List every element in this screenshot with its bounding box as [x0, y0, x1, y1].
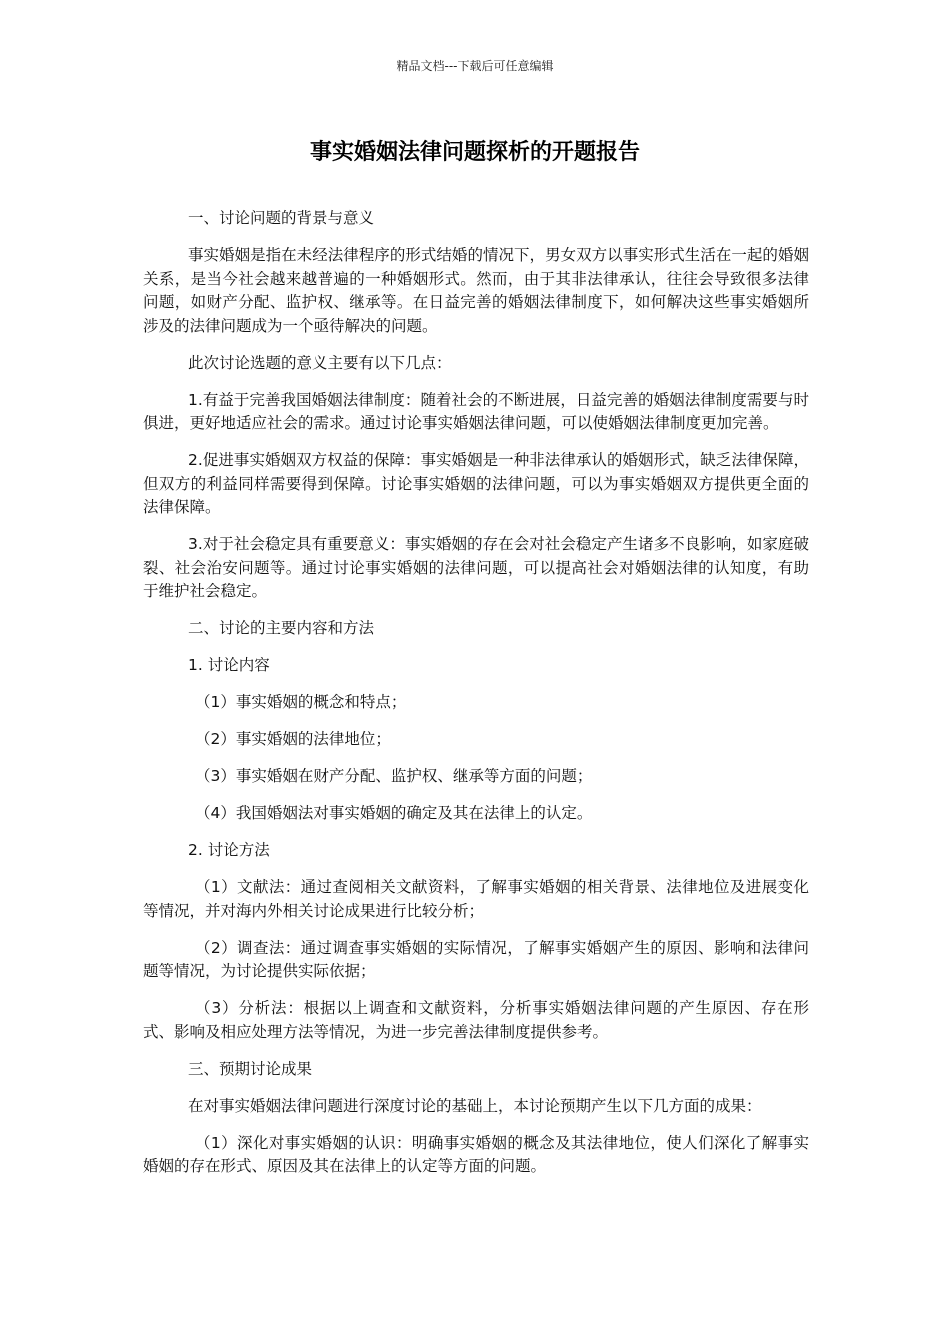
paragraph-significance-2: 2.促进事实婚姻双方权益的保障：事实婚姻是一种非法律承认的婚姻形式，缺乏法律保障，但双方的利益同样需要得到保障。讨论事实婚姻的法律问题，可以为事实婚姻双方提供更全面的法律保障。 [143, 451, 809, 516]
subheading-methods: 2. 讨论方法 [188, 841, 270, 859]
list-item-content-1: （1）事实婚姻的概念和特点； [195, 693, 407, 711]
paragraph-significance-intro: 此次讨论选题的意义主要有以下几点： [188, 353, 452, 372]
document-body [143, 207, 809, 1192]
paragraph-expected-intro: 在对事实婚姻法律问题进行深度讨论的基础上，本讨论预期产生以下几方面的成果： [188, 1096, 762, 1115]
list-item-content-4: （4）我国婚姻法对事实婚姻的确定及其在法律上的认定。 [195, 804, 593, 822]
paragraph-significance-3: 3.对于社会稳定具有重要意义：事实婚姻的存在会对社会稳定产生诸多不良影响，如家庭破裂、社会治安问题等。通过讨论事实婚姻的法律问题，可以提高社会对婚姻法律的认知度，有助于维护社会稳定。 [143, 535, 809, 600]
section-heading-expected-results: 三、预期讨论成果 [188, 1059, 313, 1078]
list-item-method-2: （2）调查法：通过调查事实婚姻的实际情况，了解事实婚姻产生的原因、影响和法律问题等情况，为讨论提供实际依据； [143, 938, 809, 980]
paragraph-definition: 事实婚姻是指在未经法律程序的形式结婚的情况下，男女双方以事实形式生活在一起的婚姻关系，是当今社会越来越普遍的一种婚姻形式。然而，由于其非法律承认，往往会导致很多法律问题，如财产分配、监护权、继承等。在日益完善的婚姻法律制度下，如何解决这些事实婚姻所涉及的法律问题成为一个亟待解决的问题。 [143, 246, 809, 335]
list-item-result-1: （1）深化对事实婚姻的认识：明确事实婚姻的概念及其法律地位，使人们深化了解事实婚姻的存在形式、原因及其在法律上的认定等方面的问题。 [143, 1133, 809, 1175]
list-item-content-2: （2）事实婚姻的法律地位； [195, 730, 391, 748]
list-item-content-3: （3）事实婚姻在财产分配、监护权、继承等方面的问题； [195, 767, 593, 785]
section-heading-content-methods: 二、讨论的主要内容和方法 [188, 619, 375, 637]
paragraph-significance-1: 1.有益于完善我国婚姻法律制度：随着社会的不断进展，日益完善的婚姻法律制度需要与时俱进，更好地适应社会的需求。通过讨论事实婚姻法律问题，可以使婚姻法律制度更加完善。 [143, 390, 809, 432]
subheading-content: 1. 讨论内容 [188, 656, 270, 674]
list-item-method-1: （1）文献法：通过查阅相关文献资料，了解事实婚姻的相关背景、法律地位及进展变化等情况，并对海内外相关讨论成果进行比较分析； [143, 878, 809, 920]
header-note: 精品文档---下载后可任意编辑 [396, 59, 554, 73]
document-title: 事实婚姻法律问题探析的开题报告 [309, 140, 640, 165]
section-heading-background: 一、讨论问题的背景与意义 [188, 209, 375, 227]
list-item-method-3: （3）分析法：根据以上调查和文献资料，分析事实婚姻法律问题的产生原因、存在形式、影响及相应处理方法等情况，为进一步完善法律制度提供参考。 [143, 999, 809, 1041]
